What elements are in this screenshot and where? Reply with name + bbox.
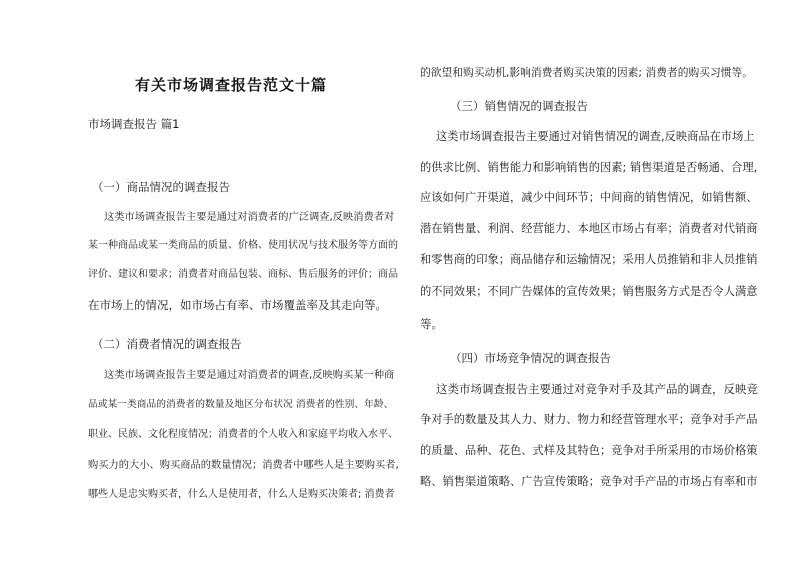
paragraph-line: 略、销售渠道策略、广告宣传策略；竞争对手产品的市场占有率和市	[420, 475, 758, 488]
paragraph-line: 职业、民族、文化程度情况；消费者的个人收入和家庭平均收入水平、	[88, 429, 398, 440]
document-title: 有关市场调查报告范文十篇	[135, 76, 328, 94]
paragraph-line: 在市场上的情况，如市场占有率、市场覆盖率及其走向等。	[88, 298, 387, 312]
paragraph-line: 哪些人是忠实购买者，什么人是使用者，什么人是购买决策者; 消费者	[88, 489, 395, 500]
paragraph-line: 的不同效果；不同广告媒体的宣传效果；销售服务方式是否令人满意	[420, 285, 758, 298]
paragraph-line: 争对手的数量及其人力、财力、物力和经营管理水平；竞争对手产品	[420, 413, 758, 426]
section-heading-sales: （三）销售情况的调查报告	[450, 99, 588, 113]
paragraph-line: 这类市场调查报告主要是通过对消费者的广泛调查,反映消费者对	[104, 211, 395, 223]
paragraph-line: 的质量、品种、花色、式样及其特色；竞争对手所采用的市场价格策	[420, 444, 758, 457]
paragraph-line: 这类市场调查报告主要通过对竞争对手及其产品的调查，反映竞	[436, 382, 758, 396]
paragraph-line: 的欲望和购买动机,影响消费者购买决策的因素; 消费者的购买习惯等。	[420, 66, 753, 79]
section-heading-goods: （一）商品情况的调查报告	[92, 180, 230, 194]
section-heading-competition: （四）市场竞争情况的调查报告	[450, 351, 611, 365]
paragraph-line: 这类市场调查报告主要是通过对消费者的调查,反映购买某一种商	[104, 369, 395, 381]
document-subtitle: 市场调查报告 篇1	[88, 117, 180, 131]
paragraph-line: 等。	[420, 317, 443, 331]
paragraph-line: 某一种商品或某一类商品的质量、价格、使用状况与技术服务等方面的	[88, 240, 398, 251]
paragraph-line: 和零售商的印象；商品储存和运输情况；采用人员推销和非人员推销	[420, 253, 758, 266]
paragraph-line: 评价、建议和要求；消费者对商品包装、商标、售后服务的评价；商品	[88, 269, 398, 280]
paragraph-line: 应该如何广开渠道，减少中间环节；中间商的销售情况，如销售额、	[420, 191, 758, 204]
section-heading-consumers: （二）消费者情况的调查报告	[92, 337, 242, 351]
paragraph-line: 的供求比例、销售能力和影响销售的因素; 销售渠道是否畅通、合理,	[420, 161, 758, 174]
paragraph-line: 这类市场调查报告主要通过对销售情况的调查,反映商品在市场上	[436, 130, 755, 143]
paragraph-line: 潜在销售量、利润、经营能力、本地区市场占有率；消费者对代销商	[420, 222, 758, 235]
paragraph-line: 购买力的大小、购买商品的数量情况；消费者中哪些人是主要购买者,	[88, 459, 399, 471]
paragraph-line: 品或某一类商品的消费者的数量及地区分布状况 消费者的性别、年龄、	[88, 399, 394, 410]
